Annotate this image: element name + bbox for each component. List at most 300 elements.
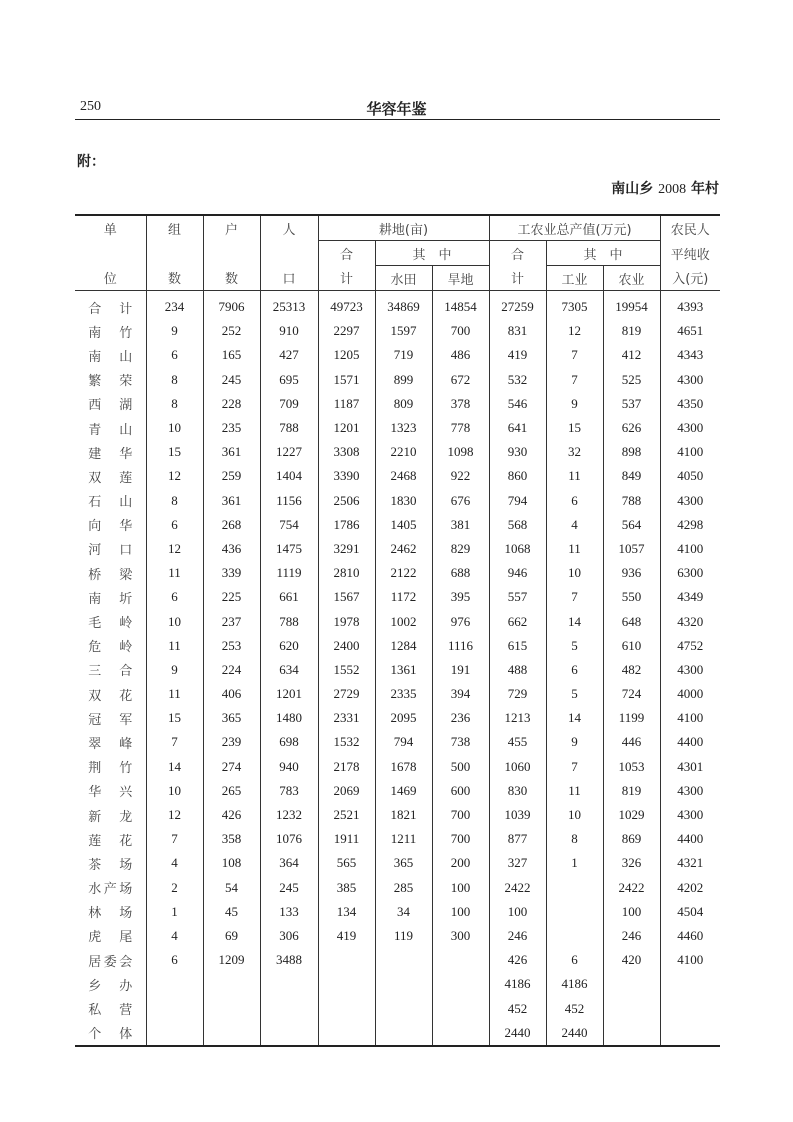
data-cell: 339 — [203, 561, 260, 585]
data-cell: 10 — [546, 561, 603, 585]
data-cell: 19954 — [603, 291, 660, 320]
data-cell — [260, 1021, 318, 1046]
data-cell: 7 — [546, 755, 603, 779]
data-cell: 2810 — [318, 561, 375, 585]
unit-name-cell — [75, 803, 146, 827]
data-cell: 133 — [260, 900, 318, 924]
data-cell: 4100 — [660, 706, 720, 730]
header-output-total-bottom: 计 — [489, 266, 546, 291]
data-cell: 381 — [432, 513, 489, 537]
data-cell: 849 — [603, 464, 660, 488]
unit-name: 三合 — [88, 664, 133, 680]
data-cell: 9 — [546, 730, 603, 754]
caption-prefix: 南山乡 — [611, 181, 654, 197]
data-cell: 2729 — [318, 682, 375, 706]
data-cell: 224 — [203, 658, 260, 682]
unit-name: 石山 — [88, 495, 133, 511]
unit-name-cell — [75, 440, 146, 464]
village-statistics-table — [75, 214, 720, 1047]
data-cell — [318, 972, 375, 996]
data-cell — [603, 972, 660, 996]
data-cell: 252 — [203, 319, 260, 343]
data-cell: 1119 — [260, 561, 318, 585]
data-cell: 11 — [146, 561, 203, 585]
data-cell: 1199 — [603, 706, 660, 730]
data-cell: 10 — [546, 803, 603, 827]
data-cell: 724 — [603, 682, 660, 706]
table-row — [75, 585, 720, 609]
data-cell: 794 — [489, 489, 546, 513]
unit-name: 翠峰 — [88, 736, 133, 752]
data-cell: 940 — [260, 755, 318, 779]
data-cell: 11 — [146, 634, 203, 658]
table-row — [75, 464, 720, 488]
unit-name-cell — [75, 416, 146, 440]
unit-name: 华兴 — [88, 785, 133, 801]
data-cell: 9 — [146, 658, 203, 682]
header-population-top: 人 — [260, 215, 318, 241]
data-cell: 4100 — [660, 537, 720, 561]
unit-name-cell — [75, 343, 146, 367]
data-cell: 259 — [203, 464, 260, 488]
data-cell: 419 — [489, 343, 546, 367]
data-cell: 3390 — [318, 464, 375, 488]
data-cell: 14 — [546, 706, 603, 730]
data-cell: 898 — [603, 440, 660, 464]
data-cell: 436 — [203, 537, 260, 561]
data-cell: 648 — [603, 609, 660, 633]
data-cell: 100 — [603, 900, 660, 924]
data-cell: 4300 — [660, 803, 720, 827]
unit-name-cell — [75, 291, 146, 320]
data-cell: 1323 — [375, 416, 432, 440]
data-cell: 228 — [203, 392, 260, 416]
header-farmland: 耕地(亩) — [318, 215, 489, 241]
data-cell: 406 — [203, 682, 260, 706]
data-cell: 6 — [146, 513, 203, 537]
table-row — [75, 343, 720, 367]
data-cell: 268 — [203, 513, 260, 537]
data-cell: 3488 — [260, 948, 318, 972]
table-row — [75, 779, 720, 803]
header-paddy: 水田 — [375, 266, 432, 291]
data-cell: 4100 — [660, 440, 720, 464]
data-cell: 7 — [546, 585, 603, 609]
data-cell: 899 — [375, 368, 432, 392]
unit-name: 个体 — [88, 1027, 133, 1043]
unit-name-cell — [75, 706, 146, 730]
unit-name-cell — [75, 489, 146, 513]
header-agriculture: 农业 — [603, 266, 660, 291]
header-groups-bottom: 数 — [146, 266, 203, 291]
unit-name-cell — [75, 1021, 146, 1046]
unit-name-cell — [75, 392, 146, 416]
data-cell: 11 — [546, 464, 603, 488]
data-cell: 1 — [546, 851, 603, 875]
data-cell: 45 — [203, 900, 260, 924]
data-cell: 783 — [260, 779, 318, 803]
data-cell: 1678 — [375, 755, 432, 779]
data-cell: 419 — [318, 924, 375, 948]
data-cell: 626 — [603, 416, 660, 440]
data-cell: 1201 — [318, 416, 375, 440]
data-cell: 778 — [432, 416, 489, 440]
header-output: 工农业总产值(万元) — [489, 215, 660, 241]
unit-name: 南圻 — [88, 591, 133, 607]
table-row — [75, 706, 720, 730]
data-cell: 4 — [146, 851, 203, 875]
header-output-of-which: 其 中 — [546, 241, 660, 266]
data-cell: 455 — [489, 730, 546, 754]
unit-name: 莲花 — [88, 833, 133, 849]
header-farmland-total-bottom: 计 — [318, 266, 375, 291]
data-cell: 525 — [603, 368, 660, 392]
unit-name: 向华 — [88, 519, 133, 535]
data-cell: 4202 — [660, 876, 720, 900]
data-cell: 11 — [146, 682, 203, 706]
header-population-bottom: 口 — [260, 266, 318, 291]
table-row — [75, 634, 720, 658]
data-cell: 1284 — [375, 634, 432, 658]
unit-name: 南竹 — [88, 325, 133, 341]
unit-name-cell — [75, 609, 146, 633]
unit-name: 繁荣 — [88, 374, 133, 390]
data-cell: 253 — [203, 634, 260, 658]
data-cell: 1597 — [375, 319, 432, 343]
data-cell: 4300 — [660, 416, 720, 440]
data-cell: 54 — [203, 876, 260, 900]
data-cell — [546, 924, 603, 948]
table-row — [75, 513, 720, 537]
data-cell — [432, 1021, 489, 1046]
data-cell: 557 — [489, 585, 546, 609]
data-cell: 482 — [603, 658, 660, 682]
data-cell: 1029 — [603, 803, 660, 827]
unit-name: 青山 — [88, 422, 133, 438]
data-cell: 4300 — [660, 658, 720, 682]
data-cell: 1002 — [375, 609, 432, 633]
caption-suffix: 年村 — [691, 181, 719, 197]
data-cell: 4400 — [660, 827, 720, 851]
data-cell: 246 — [603, 924, 660, 948]
data-cell: 7305 — [546, 291, 603, 320]
table-row — [75, 658, 720, 682]
data-cell: 831 — [489, 319, 546, 343]
unit-name-cell — [75, 319, 146, 343]
data-cell: 2440 — [489, 1021, 546, 1046]
header-unit-top: 单 — [103, 222, 117, 238]
data-cell: 709 — [260, 392, 318, 416]
data-cell — [375, 948, 432, 972]
data-cell: 2506 — [318, 489, 375, 513]
data-cell: 1209 — [203, 948, 260, 972]
data-cell: 4186 — [546, 972, 603, 996]
data-cell: 700 — [432, 319, 489, 343]
data-cell: 100 — [489, 900, 546, 924]
data-cell: 661 — [260, 585, 318, 609]
running-title: 华容年鉴 — [366, 100, 427, 118]
data-cell: 6 — [546, 489, 603, 513]
unit-name-cell — [75, 561, 146, 585]
table-caption — [611, 178, 719, 198]
data-cell: 1552 — [318, 658, 375, 682]
data-cell: 2335 — [375, 682, 432, 706]
data-cell — [603, 996, 660, 1020]
data-cell: 452 — [546, 996, 603, 1020]
data-cell: 395 — [432, 585, 489, 609]
data-cell: 6 — [146, 343, 203, 367]
data-cell: 6300 — [660, 561, 720, 585]
table-row — [75, 755, 720, 779]
data-cell: 191 — [432, 658, 489, 682]
data-cell: 794 — [375, 730, 432, 754]
data-cell — [260, 972, 318, 996]
unit-name: 河口 — [88, 543, 133, 559]
data-cell — [260, 996, 318, 1020]
data-cell: 420 — [603, 948, 660, 972]
data-cell: 1068 — [489, 537, 546, 561]
data-cell: 537 — [603, 392, 660, 416]
unit-name-cell — [75, 948, 146, 972]
data-cell: 4 — [146, 924, 203, 948]
data-cell: 119 — [375, 924, 432, 948]
data-cell: 754 — [260, 513, 318, 537]
data-cell: 1053 — [603, 755, 660, 779]
data-cell: 4300 — [660, 779, 720, 803]
data-cell: 100 — [432, 876, 489, 900]
data-cell: 2440 — [546, 1021, 603, 1046]
data-cell: 1405 — [375, 513, 432, 537]
data-cell: 412 — [603, 343, 660, 367]
data-cell: 7 — [146, 730, 203, 754]
data-cell: 729 — [489, 682, 546, 706]
data-cell — [660, 1021, 720, 1046]
data-cell: 1232 — [260, 803, 318, 827]
data-cell: 976 — [432, 609, 489, 633]
data-cell: 486 — [432, 343, 489, 367]
data-cell: 8 — [146, 489, 203, 513]
unit-name: 双莲 — [88, 470, 133, 486]
data-cell: 2210 — [375, 440, 432, 464]
data-cell: 662 — [489, 609, 546, 633]
data-cell: 568 — [489, 513, 546, 537]
data-cell: 672 — [432, 368, 489, 392]
data-cell: 361 — [203, 489, 260, 513]
data-cell: 877 — [489, 827, 546, 851]
data-cell: 4350 — [660, 392, 720, 416]
data-cell: 1156 — [260, 489, 318, 513]
data-cell — [375, 972, 432, 996]
data-cell: 2 — [146, 876, 203, 900]
data-cell: 546 — [489, 392, 546, 416]
data-cell: 2122 — [375, 561, 432, 585]
data-cell — [546, 900, 603, 924]
data-cell: 809 — [375, 392, 432, 416]
data-cell: 634 — [260, 658, 318, 682]
data-cell: 100 — [432, 900, 489, 924]
data-cell: 819 — [603, 779, 660, 803]
data-cell: 326 — [603, 851, 660, 875]
data-cell: 2422 — [489, 876, 546, 900]
table-row — [75, 319, 720, 343]
data-cell: 488 — [489, 658, 546, 682]
unit-name: 虎尾 — [88, 930, 133, 946]
data-cell: 565 — [318, 851, 375, 875]
data-cell — [318, 996, 375, 1020]
data-cell: 2521 — [318, 803, 375, 827]
unit-name-cell — [75, 900, 146, 924]
unit-name: 水产场 — [88, 882, 133, 898]
data-cell: 6 — [146, 585, 203, 609]
unit-name: 乡办 — [88, 978, 133, 994]
table-row — [75, 851, 720, 875]
unit-name-cell — [75, 827, 146, 851]
table-row — [75, 876, 720, 900]
data-cell: 306 — [260, 924, 318, 948]
data-cell: 1098 — [432, 440, 489, 464]
data-cell: 788 — [603, 489, 660, 513]
unit-name-cell — [75, 972, 146, 996]
data-cell: 365 — [375, 851, 432, 875]
data-cell — [660, 972, 720, 996]
data-cell: 452 — [489, 996, 546, 1020]
unit-name-cell — [75, 513, 146, 537]
data-cell — [146, 972, 203, 996]
data-cell: 2400 — [318, 634, 375, 658]
data-cell: 12 — [146, 464, 203, 488]
data-cell — [375, 1021, 432, 1046]
data-cell — [660, 996, 720, 1020]
data-cell: 946 — [489, 561, 546, 585]
data-cell: 1227 — [260, 440, 318, 464]
header-income-2: 平纯收 — [660, 241, 720, 266]
data-cell: 4393 — [660, 291, 720, 320]
table-row — [75, 730, 720, 754]
unit-name: 冠军 — [88, 712, 133, 728]
data-cell: 246 — [489, 924, 546, 948]
data-cell: 7 — [146, 827, 203, 851]
data-cell: 14 — [546, 609, 603, 633]
data-cell: 7 — [546, 368, 603, 392]
header-income-1: 农民人 — [660, 215, 720, 241]
data-cell: 2095 — [375, 706, 432, 730]
data-cell: 676 — [432, 489, 489, 513]
data-cell: 2468 — [375, 464, 432, 488]
unit-name-cell — [75, 464, 146, 488]
data-cell: 500 — [432, 755, 489, 779]
data-cell: 8 — [146, 368, 203, 392]
table-row — [75, 924, 720, 948]
data-cell: 1211 — [375, 827, 432, 851]
header-rule — [75, 119, 720, 120]
data-cell: 245 — [260, 876, 318, 900]
data-cell: 1205 — [318, 343, 375, 367]
data-cell: 361 — [203, 440, 260, 464]
data-cell: 1571 — [318, 368, 375, 392]
data-cell: 6 — [546, 658, 603, 682]
data-cell — [432, 972, 489, 996]
data-cell: 695 — [260, 368, 318, 392]
data-cell: 4349 — [660, 585, 720, 609]
data-cell: 8 — [146, 392, 203, 416]
data-cell: 2178 — [318, 755, 375, 779]
data-cell: 4000 — [660, 682, 720, 706]
unit-name-cell — [75, 755, 146, 779]
data-cell: 1911 — [318, 827, 375, 851]
data-cell: 1 — [146, 900, 203, 924]
table-row — [75, 682, 720, 706]
unit-name: 合计 — [88, 301, 133, 317]
data-cell: 6 — [546, 948, 603, 972]
data-cell: 4651 — [660, 319, 720, 343]
table-body — [75, 291, 720, 1046]
data-cell: 1116 — [432, 634, 489, 658]
data-cell: 285 — [375, 876, 432, 900]
table-row — [75, 561, 720, 585]
data-cell: 600 — [432, 779, 489, 803]
header-dry-land: 旱地 — [432, 266, 489, 291]
data-cell: 10 — [146, 609, 203, 633]
data-cell: 4 — [546, 513, 603, 537]
header-groups-top: 组 — [146, 215, 203, 241]
table-row — [75, 900, 720, 924]
data-cell: 4100 — [660, 948, 720, 972]
header-farmland-of-which: 其 中 — [375, 241, 489, 266]
data-cell: 9 — [146, 319, 203, 343]
unit-name: 西湖 — [88, 398, 133, 414]
data-cell: 1172 — [375, 585, 432, 609]
data-cell: 2297 — [318, 319, 375, 343]
data-cell: 1469 — [375, 779, 432, 803]
unit-name-cell — [75, 876, 146, 900]
unit-name-cell — [75, 658, 146, 682]
data-cell: 245 — [203, 368, 260, 392]
data-cell: 5 — [546, 682, 603, 706]
data-cell: 234 — [146, 291, 203, 320]
data-cell: 327 — [489, 851, 546, 875]
data-cell — [603, 1021, 660, 1046]
unit-name: 荆竹 — [88, 761, 133, 777]
data-cell — [318, 1021, 375, 1046]
data-cell: 738 — [432, 730, 489, 754]
unit-name: 茶场 — [88, 857, 133, 873]
data-cell: 34869 — [375, 291, 432, 320]
unit-name-cell — [75, 730, 146, 754]
data-cell: 564 — [603, 513, 660, 537]
data-cell: 719 — [375, 343, 432, 367]
data-cell: 4504 — [660, 900, 720, 924]
data-cell: 641 — [489, 416, 546, 440]
data-cell: 365 — [203, 706, 260, 730]
unit-name: 建华 — [88, 446, 133, 462]
data-cell: 4301 — [660, 755, 720, 779]
unit-name: 双花 — [88, 688, 133, 704]
data-cell: 1076 — [260, 827, 318, 851]
data-cell: 860 — [489, 464, 546, 488]
table-row — [75, 609, 720, 633]
data-cell: 4186 — [489, 972, 546, 996]
data-cell: 11 — [546, 779, 603, 803]
data-cell — [318, 948, 375, 972]
data-cell: 930 — [489, 440, 546, 464]
data-cell: 265 — [203, 779, 260, 803]
data-cell: 446 — [603, 730, 660, 754]
unit-name-cell — [75, 585, 146, 609]
data-cell: 698 — [260, 730, 318, 754]
data-cell: 3291 — [318, 537, 375, 561]
data-cell: 69 — [203, 924, 260, 948]
data-cell: 1057 — [603, 537, 660, 561]
